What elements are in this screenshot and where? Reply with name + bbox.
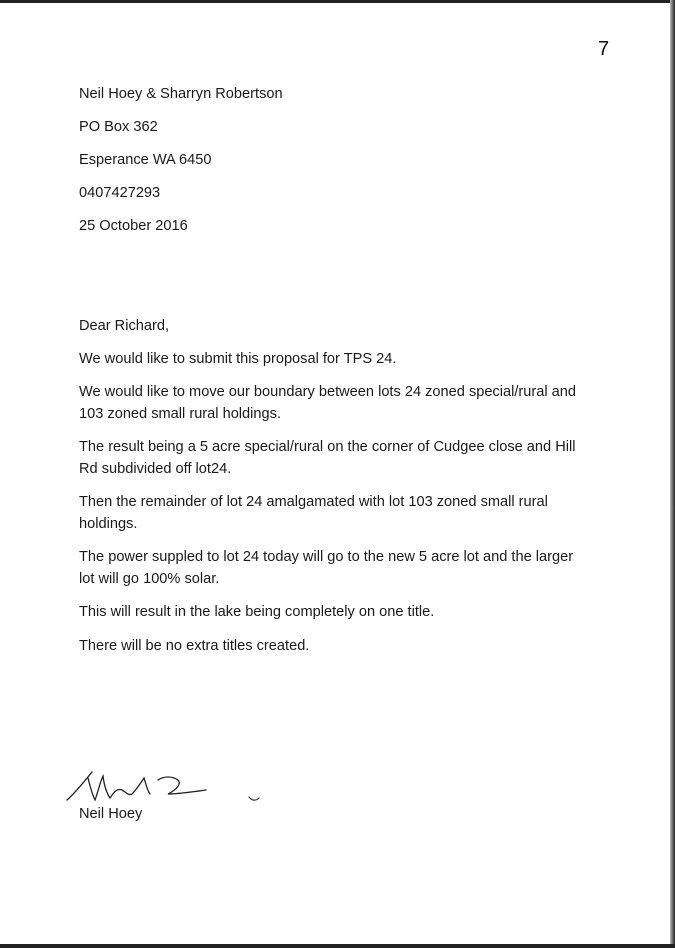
scan-border-top bbox=[0, 0, 675, 3]
scan-border-right bbox=[670, 0, 675, 948]
paragraph-line: 103 zoned small rural holdings. bbox=[79, 406, 281, 422]
page-number: 7 bbox=[598, 38, 610, 60]
stray-mark-icon bbox=[248, 795, 260, 803]
paragraph-line: We would like to submit this proposal for TPS 24. bbox=[79, 351, 397, 367]
paragraph-line: The power suppled to lot 24 today will go to the new 5 acre lot and the larger bbox=[79, 549, 574, 565]
letter-date: 25 October 2016 bbox=[79, 218, 188, 234]
paragraph-line: Then the remainder of lot 24 amalgamated with lot 103 zoned small rural bbox=[79, 494, 548, 510]
scan-border-bottom bbox=[0, 944, 675, 948]
sender-phone: 0407427293 bbox=[79, 185, 161, 201]
paragraph-line: Rd subdivided off lot24. bbox=[79, 461, 232, 477]
paragraph-line: holdings. bbox=[79, 516, 138, 532]
salutation: Dear Richard, bbox=[79, 318, 170, 334]
signer-name: Neil Hoey bbox=[79, 806, 143, 822]
sender-names: Neil Hoey & Sharryn Robertson bbox=[79, 86, 283, 102]
sender-po-box: PO Box 362 bbox=[79, 119, 158, 135]
handwritten-signature-icon bbox=[62, 768, 262, 808]
sender-town: Esperance WA 6450 bbox=[79, 152, 212, 168]
paragraph-line: lot will go 100% solar. bbox=[79, 571, 220, 587]
paragraph-line: There will be no extra titles created. bbox=[79, 638, 310, 654]
paragraph-line: We would like to move our boundary between lots 24 zoned special/rural and bbox=[79, 384, 577, 400]
paragraph-line: This will result in the lake being completely on one title. bbox=[79, 604, 435, 620]
paragraph-line: The result being a 5 acre special/rural on the corner of Cudgee close and Hill bbox=[79, 439, 576, 455]
